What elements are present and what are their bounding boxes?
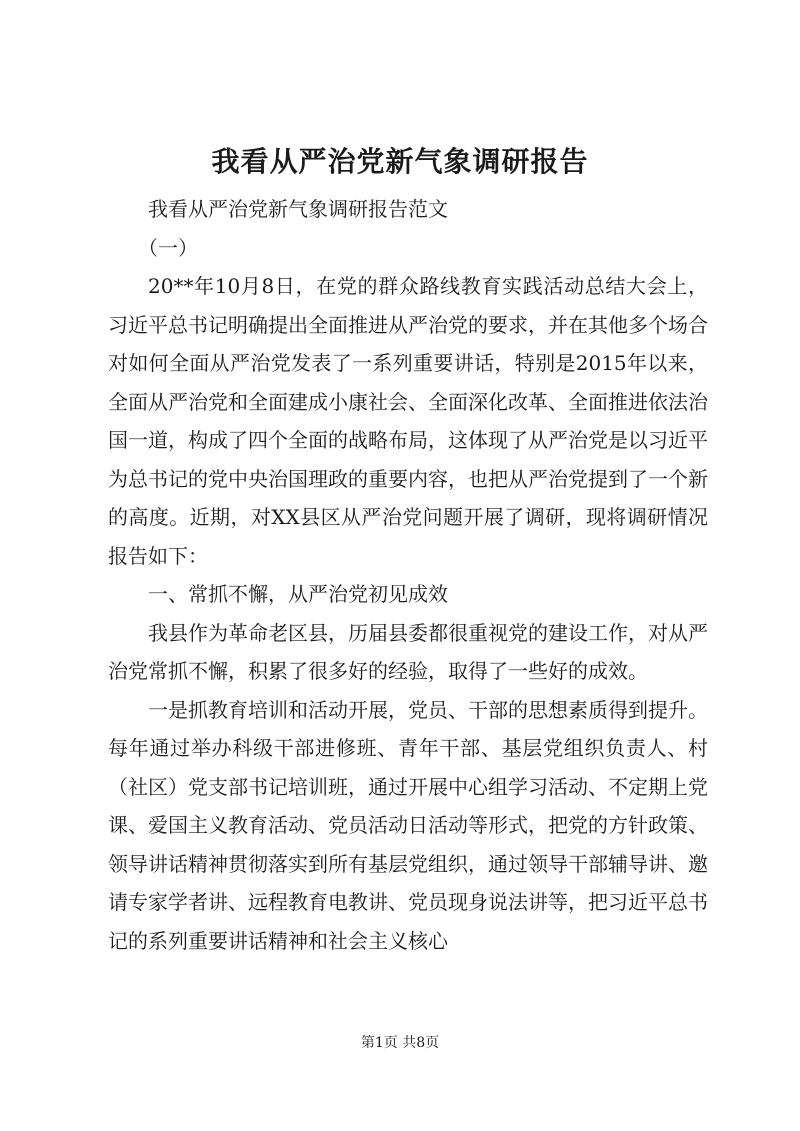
page-indicator: 第1页 共8页 bbox=[360, 1035, 440, 1051]
subtitle-paragraph: 我看从严治党新气象调研报告范文 bbox=[148, 197, 448, 221]
intro-paragraph: 20**年10月8日，在党的群众路线教育实践活动总结大会上，习近平总书记明确提出全面推进从严治党的要求，并在其他多个场合对如何全面从严治党发表了一系列重要讲话，特别是2015年以来，全面从严治党和全面建成小康社会、全面深化改革、全面推进依法治国一道，构成了四个全面的战略布局，这体现了从严治党是以习近平为总书记的党中央治国理政的重要内容，也把从严治党提到了一个新的高度。近期，对XX县区从严治党问题开展了调研，现将调研情况报告如下： bbox=[108, 274, 708, 568]
body-paragraph: 一是抓教育培训和活动开展，党员、干部的思想素质得到提升。每年通过举办科级干部进修班、青年干部、基层党组织负责人、村（社区）党支部书记培训班，通过开展中心组学习活动、不定期上党课、爱国主义教育活动、党员活动日活动等形式，把党的方针政策、领导讲话精神贯彻落实到所有基层党组织，通过领导干部辅导讲、邀请专家学者讲、远程教育电教讲、党员现身说法讲等，把习近平总书记的系列重要讲话精神和社会主义核心 bbox=[108, 697, 708, 953]
body-paragraph: 我县作为革命老区县，历届县委都很重视党的建设工作，对从严治党常抓不懈，积累了很多好的经验，取得了一些好的成效。 bbox=[108, 620, 708, 683]
page-footer bbox=[0, 1032, 800, 1054]
document-title: 我看从严治党新气象调研报告 bbox=[211, 145, 589, 178]
section-heading-paragraph: 一、常抓不懈，从严治党初见成效 bbox=[148, 582, 448, 606]
document-body bbox=[108, 190, 708, 960]
section-number-paragraph: （一） bbox=[138, 235, 198, 260]
